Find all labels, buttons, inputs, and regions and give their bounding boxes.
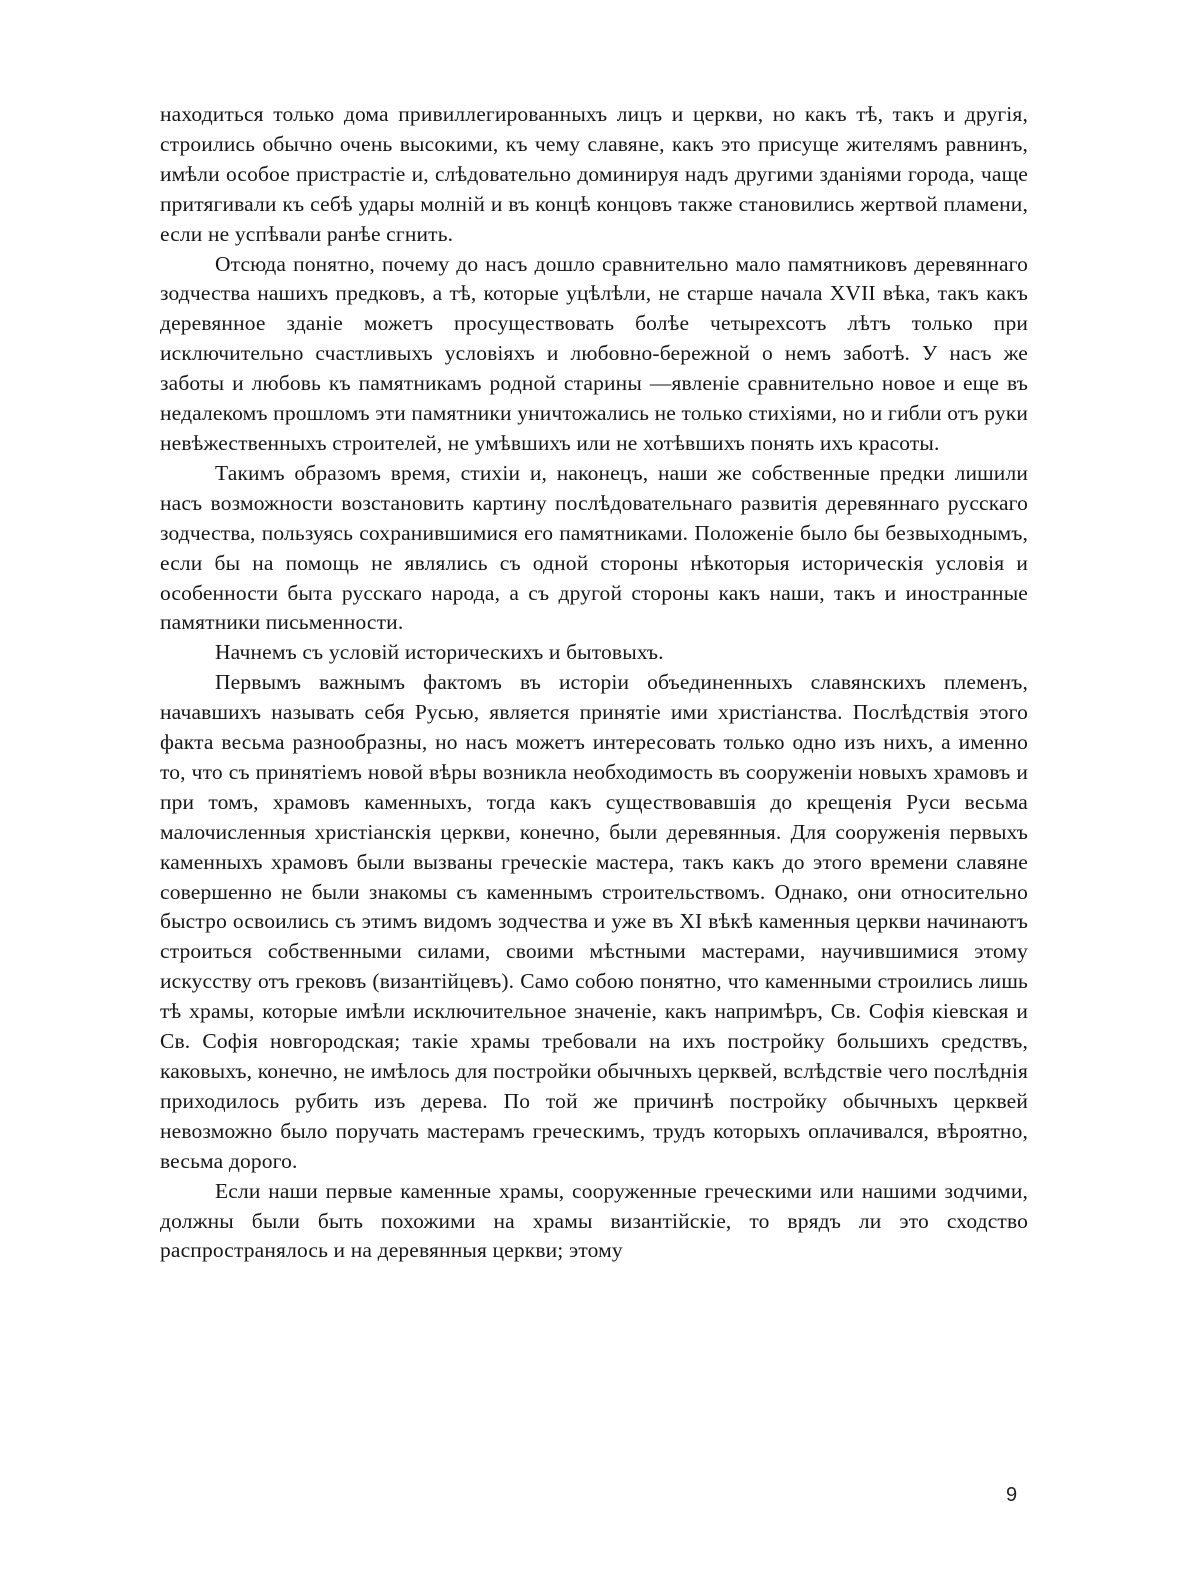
paragraph-historical-conditions: Начнемъ съ условій историческихъ и бытовыхъ. <box>215 640 664 665</box>
paragraph-monuments-scarcity: Отсюда понятно, почему до насъ дошло сравнительно мало памятниковъ деревяннаго зодчества нашихъ предковъ, а тѣ, которые уцѣлѣли, не старше начала XVII вѣка, такъ какъ деревянное зданіе можетъ просуществовать болѣе четырехсотъ лѣтъ только при исключительно счастливыхъ условіяхъ и любовно-бережной о немъ заботѣ. У насъ же заботы и любовь къ памятникамъ родной старины —явленіе сравнительно новое и еще въ недалекомъ прошломъ эти памятники уничтожались не только стихіями, но и гибли отъ руки невѣжественныхъ строителей, не умѣвшихъ или не хотѣвшихъ понять ихъ красоты. <box>160 251 1028 455</box>
body-text <box>160 100 1028 1266</box>
page-number: 9 <box>1006 1484 1018 1506</box>
paragraph-christianity: Первымъ важнымъ фактомъ въ исторіи объединенныхъ славянскихъ племенъ, начавшихъ называть себя Русью, является принятіе ими христіанства. Послѣдствія этого факта весьма разнообразны, но насъ можетъ интересовать только одно изъ нихъ, а именно то, что съ принятіемъ новой вѣры возникла необходимость въ сооруженіи новыхъ храмовъ и при томъ, храмовъ каменныхъ, тогда какъ существовавшія до крещенія Руси весьма малочисленныя христіанскія церкви, конечно, были деревянныя. Для сооруженія первыхъ каменныхъ храмовъ были вызваны греческіе мастера, такъ какъ до этого времени славяне совершенно не были знакомы съ каменнымъ строительствомъ. Однако, они относительно быстро освоились съ этимъ видомъ зодчества и уже въ XI вѣкѣ каменныя церкви начинаютъ строиться собственными силами, своими мѣстными мастерами, научившимися этому искусству отъ грековъ (византійцевъ). Само собою понятно, что каменными строились лишь тѣ храмы, которые имѣли исключительное значеніе, какъ напримѣръ, Св. Софія кіевская и Св. Софія новгородская; такіе храмы требовали на ихъ постройку большихъ средствъ, каковыхъ, конечно, не имѣлось для постройки обычныхъ церквей, вслѣдствіе чего послѣднія приходилось рубить изъ дерева. По той же причинѣ постройку обычныхъ церквей невозможно было поручать мастерамъ греческимъ, трудъ которыхъ оплачивался, вѣроятно, весьма дорого. <box>160 670 1028 1173</box>
paragraph-byzantine-similarity: Если наши первые каменные храмы, сооруженные греческими или нашими зодчими, должны были быть похожими на храмы византійскіе, то врядъ ли это сходство распространялось и на деревянныя церкви; этому <box>160 1178 1028 1263</box>
paragraph-continuation: находиться только дома привиллегированныхъ лицъ и церкви, но какъ тѣ, такъ и другія, строились обычно очень высокими, къ чему славяне, какъ это присуще жителямъ равнинъ, имѣли особое пристрастіе и, слѣдовательно доминируя надъ другими зданіями города, чаще притягивали къ себѣ удары молній и въ концѣ концовъ также становились жертвой пламени, если не успѣвали ранѣе сгнить. <box>160 102 1028 246</box>
paragraph-lost-possibility: Такимъ образомъ время, стихіи и, наконецъ, наши же собственные предки лишили насъ возможности возстановить картину послѣдовательнаго развитія деревяннаго русскаго зодчества, пользуясь сохранившимися его памятниками. Положеніе было бы безвыходнымъ, если бы на помощь не являлись съ одной стороны нѣкоторыя историческія условія и особенности быта русскаго народа, а съ другой стороны какъ наши, такъ и иностранные памятники письменности. <box>160 460 1028 635</box>
